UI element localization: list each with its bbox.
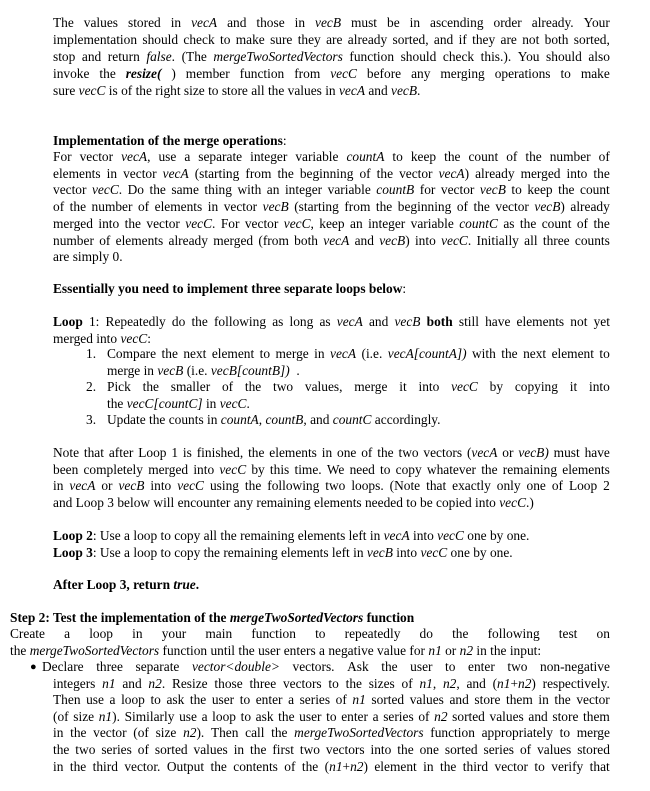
note-paragraph-line: been completely merged into vecC by this time. We need to copy whatever the remaining elements — [53, 461, 610, 477]
implementation-paragraph-line: For vector vecA, use a separate integer variable countA to keep the count of the number of — [53, 149, 610, 164]
loop1-line: merged into vecC: — [53, 330, 151, 346]
implementation-paragraph-line: of the number of elements in vector vecB (starting from the beginning of the vector vecB) already — [53, 199, 610, 215]
step2-intro-line: Create a loop in your main function to repeatedly do the following test on — [10, 626, 610, 641]
intro-paragraph-line: invoke the resize( ) member function from vecC before any merging operations to make — [53, 66, 610, 81]
after-loop3-line: After Loop 3, return true. — [53, 577, 200, 592]
implementation-paragraph-line: vector vecC. Do the same thing with an integer variable countB for vector vecB to keep the count — [53, 182, 610, 198]
intro-paragraph-line: sure vecC is of the right size to store all the values in vecA and vecB. — [53, 83, 421, 98]
implementation-paragraph-line: number of elements already merged (from both vecA and vecB) into vecC. Initially all three counts — [53, 232, 610, 248]
step-number: 3. — [86, 412, 97, 427]
implementation-heading: Implementation of the merge operations: — [53, 133, 287, 148]
bullet-line: (of size n1). Similarly use a loop to ask the user to enter a series of n2 sorted values and store them — [53, 708, 610, 724]
loop1-line: Loop 1: Repeatedly do the following as long as vecA and vecB both still have elements not yet — [53, 314, 610, 329]
loop1-step-line: Pick the smaller of the two values, merge it into vecC by copying it into — [107, 379, 610, 394]
bullet-line: Declare three separate vector<double> vectors. Ask the user to enter two non-negative — [42, 659, 610, 674]
step2-heading: Step 2: Test the implementation of the mergeTwoSortedVectors function — [10, 610, 415, 625]
note-paragraph-line: Note that after Loop 1 is finished, the elements in one of the two vectors (vecA or vecB) must have — [53, 445, 610, 460]
loop1-step-line: the vecC[countC] in vecC. — [107, 395, 250, 411]
bullet-line: integers n1 and n2. Resize those three vectors to the sizes of n1, n2, and (n1+n2) respectively. — [53, 675, 610, 691]
intro-paragraph-line: stop and return false. (The mergeTwoSortedVectors function should check this.). You should also — [53, 49, 610, 64]
loop3-line: Loop 3: Use a loop to copy the remaining elements left in vecB into vecC one by one. — [53, 545, 513, 560]
loops-heading: Essentially you need to implement three separate loops below: — [53, 281, 407, 296]
intro-paragraph-line: The values stored in vecA and those in vecB must be in ascending order already. Your — [53, 15, 610, 30]
step-number: 1. — [86, 346, 97, 361]
step-number: 2. — [86, 379, 97, 394]
bullet-line: Then use a loop to ask the user to enter a series of n1 sorted values and store them in the vector — [53, 692, 610, 708]
loop1-step-line: Compare the next element to merge in vecA (i.e. vecA[countA]) with the next element to — [107, 346, 610, 361]
bullet-line: in the vector (of size n2). Then call the mergeTwoSortedVectors function appropriately to merge — [53, 725, 610, 741]
intro-paragraph-line: implementation should check to make sure they are already sorted, and if they are not both sorted, — [53, 32, 610, 47]
bullet-icon: ● — [30, 661, 37, 673]
note-paragraph-line: in vecA or vecB into vecC using the following two loops. (Note that exactly only one of Loop 2 — [53, 478, 610, 494]
loop1-step-line: Update the counts in countA, countB, and countC accordingly. — [107, 412, 441, 427]
implementation-paragraph-line: are simply 0. — [53, 249, 123, 265]
implementation-paragraph-line: merged into the vector vecC. For vector vecC, keep an integer variable countC as the count of the — [53, 215, 610, 231]
implementation-paragraph-line: elements in vector vecA (starting from the beginning of the vector vecA) already merged into the — [53, 165, 610, 181]
bullet-line: in the third vector. Output the contents of the (n1+n2) element in the third vector to verify that — [53, 758, 610, 774]
loop2-line: Loop 2: Use a loop to copy all the remaining elements left in vecA into vecC one by one. — [53, 528, 530, 543]
loop1-step-line: merge in vecB (i.e. vecB[countB]) . — [107, 362, 300, 378]
note-paragraph-line: and Loop 3 below will encounter any remaining elements needed to be copied into vecC.) — [53, 495, 534, 511]
bullet-line: the two series of sorted values in the first two vectors into the one sorted series of values stored — [53, 742, 610, 757]
step2-intro-line: the mergeTwoSortedVectors function until the user enters a negative value for n1 or n2 in the input: — [10, 643, 542, 658]
